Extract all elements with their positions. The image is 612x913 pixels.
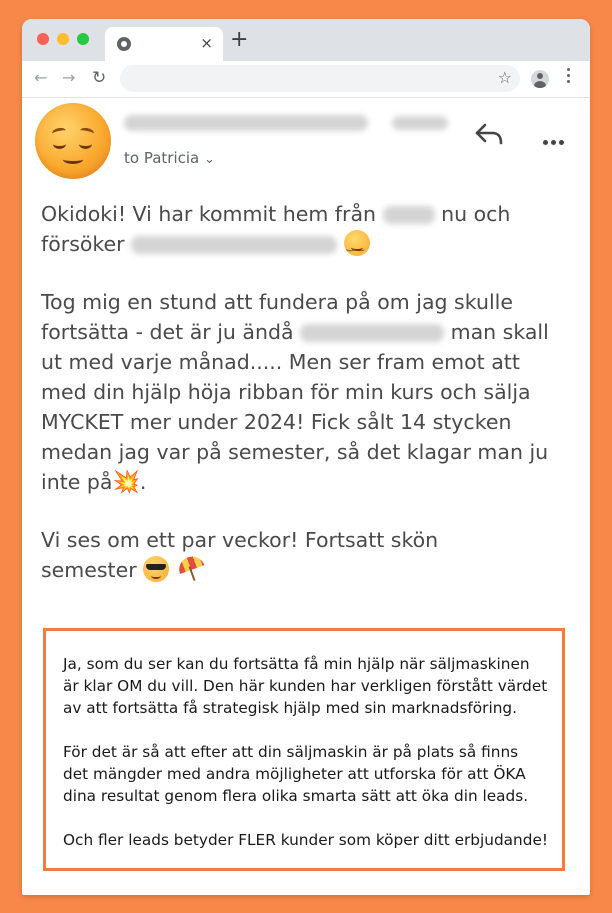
body-line: semester bbox=[41, 555, 204, 585]
relieved-face-emoji bbox=[35, 103, 111, 179]
redacted-text bbox=[383, 206, 435, 224]
reload-icon[interactable]: ↻ bbox=[92, 68, 107, 88]
body-line: Okidoki! Vi har kommit hem från nu och bbox=[41, 202, 511, 226]
annotation-line: För det är så att efter att din säljmaskin är på plats så finns bbox=[63, 743, 519, 761]
browser-toolbar bbox=[22, 61, 590, 98]
smiling-face-emoji bbox=[344, 230, 370, 256]
redacted-sender bbox=[124, 115, 368, 131]
body-line: inte på💥. bbox=[41, 470, 147, 495]
arrow-right-icon[interactable]: → bbox=[62, 68, 76, 87]
window-close-button[interactable] bbox=[37, 33, 49, 45]
chrome-icon bbox=[117, 37, 131, 51]
body-line: medan jag var på semester, så det klagar man ju bbox=[41, 440, 549, 464]
body-line: försöker ‿ ‿ bbox=[41, 229, 370, 259]
body-line: med din hjälp höja ribban för min kurs och sälja bbox=[41, 380, 531, 404]
window-minimize-button[interactable] bbox=[57, 33, 69, 45]
annotation-line: av att fortsätta få strategisk hjälp med sin marknadsföring. bbox=[63, 699, 517, 717]
annotation-line: Och fler leads betyder FLER kunder som köper ditt erbjudande! bbox=[63, 831, 548, 849]
annotation-box bbox=[43, 628, 565, 871]
browser-tab[interactable] bbox=[105, 27, 223, 61]
body-line: MYCKET mer under 2024! Fick sålt 14 stycken bbox=[41, 410, 512, 434]
redacted-date bbox=[392, 116, 448, 130]
arrow-left-icon[interactable]: ← bbox=[34, 68, 48, 87]
annotation-line: är klar OM du vill. Den här kunden har verkligen förstått värdet bbox=[63, 677, 548, 695]
reply-icon[interactable] bbox=[474, 122, 504, 146]
more-options-icon[interactable] bbox=[543, 130, 567, 149]
body-line: Vi ses om ett par veckor! Fortsatt skön bbox=[41, 528, 439, 552]
annotation-line: det mängder med andra möjligheter att utforska för att ÖKA bbox=[63, 765, 526, 783]
recipient-line[interactable] bbox=[124, 149, 215, 169]
close-icon[interactable]: × bbox=[200, 34, 213, 52]
profile-icon[interactable] bbox=[531, 70, 549, 88]
star-icon[interactable]: ☆ bbox=[497, 68, 512, 87]
tab-strip bbox=[22, 19, 590, 61]
plus-icon[interactable]: + bbox=[230, 27, 249, 52]
annotation-line: Ja, som du ser kan du fortsätta få min hjälp när säljmaskinen bbox=[63, 655, 530, 673]
kebab-menu-icon[interactable] bbox=[567, 68, 571, 86]
chevron-down-icon: ⌄ bbox=[204, 152, 215, 167]
body-line: fortsätta - det är ju ändå man skall bbox=[41, 320, 549, 344]
address-bar[interactable] bbox=[120, 65, 520, 92]
window-maximize-button[interactable] bbox=[77, 33, 89, 45]
redacted-text bbox=[131, 236, 337, 254]
redacted-text bbox=[300, 324, 444, 342]
sunglasses-face-emoji bbox=[143, 556, 169, 582]
body-line: Tog mig en stund att fundera på om jag skulle bbox=[41, 290, 513, 314]
annotation-line: dina resultat genom flera olika smarta sätt att öka din leads. bbox=[63, 787, 529, 805]
beach-umbrella-emoji bbox=[176, 556, 204, 582]
collision-emoji: 💥 bbox=[112, 470, 140, 495]
recipient-label: to Patricia bbox=[124, 149, 200, 167]
body-line: ut med varje månad..... Men ser fram emot att bbox=[41, 350, 520, 374]
